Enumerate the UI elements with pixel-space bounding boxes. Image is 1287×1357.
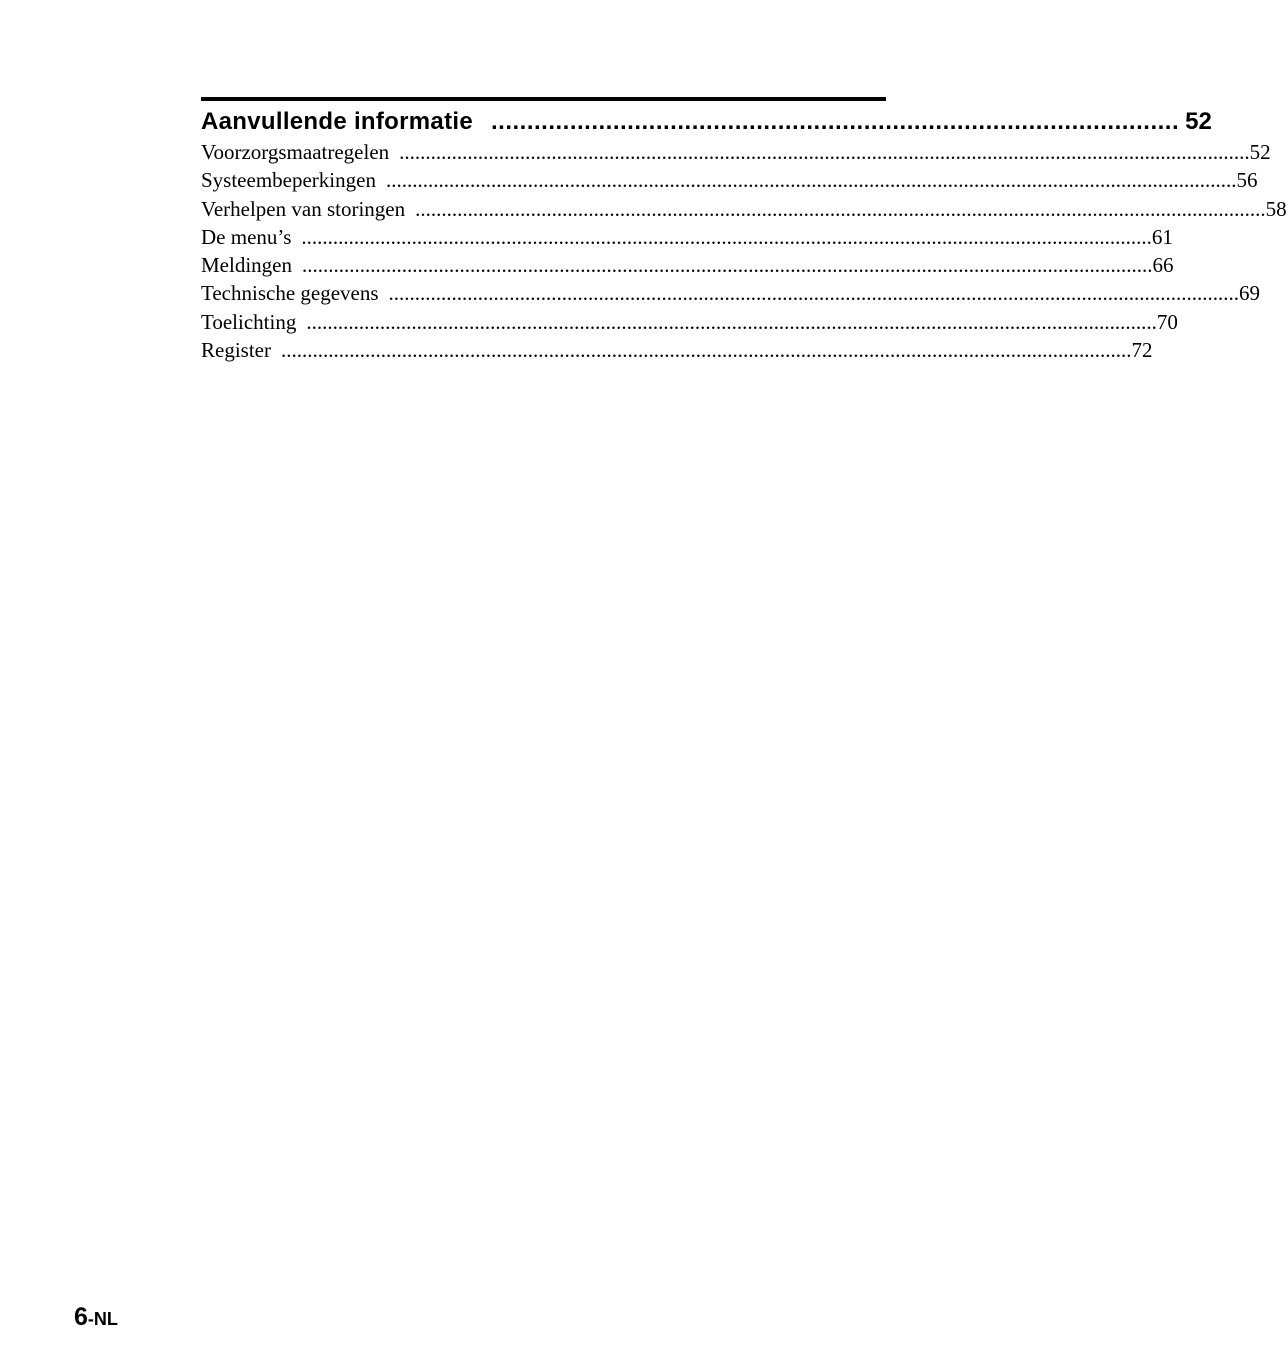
toc-entry-label: Voorzorgsmaatregelen: [201, 140, 390, 164]
toc-entry-label: Verhelpen van storingen: [201, 196, 406, 221]
section-page-number: 52: [1185, 108, 1212, 135]
section-rule: [201, 97, 886, 101]
toc-entry-page: 61: [1151, 224, 1173, 249]
dot-leader: ..................................................................................................................................................................: [415, 196, 1266, 221]
dot-leader: ..................................................................................................................................................................: [280, 338, 1132, 363]
page-footer: [74, 1303, 118, 1332]
toc-entry-page: 72: [1131, 338, 1153, 363]
toc-entry-page: 58: [1265, 196, 1287, 221]
toc-entry-label: De menu’s: [201, 224, 292, 249]
page-number: 6: [74, 1303, 88, 1331]
toc-entry-label: Technische gegevens: [201, 281, 379, 306]
toc-entry[interactable]: [201, 279, 1261, 307]
toc-entry[interactable]: [201, 166, 1258, 194]
dot-leader: ................................................................................................: [490, 108, 1180, 135]
toc-entry-page: 69: [1239, 281, 1261, 306]
toc-entry[interactable]: [201, 195, 1287, 223]
toc-entry-list: [201, 138, 1287, 364]
dot-leader: ..................................................................................................................................................................: [301, 253, 1153, 278]
toc-entry-label: Systeembeperkingen: [201, 168, 376, 193]
table-of-contents: [201, 97, 1287, 364]
toc-entry-page: 52: [1249, 140, 1271, 164]
toc-entry-label: Meldingen: [201, 253, 292, 278]
section-title: Aanvullende informatie: [201, 108, 473, 135]
toc-entry[interactable]: [201, 138, 1271, 166]
toc-entry-page: 70: [1156, 309, 1178, 334]
toc-entry[interactable]: [201, 251, 1174, 279]
toc-entry-page: 56: [1236, 168, 1258, 193]
dot-leader: ..................................................................................................................................................................: [301, 224, 1152, 249]
toc-entry-page: 66: [1152, 253, 1174, 278]
dot-leader: ..................................................................................................................................................................: [306, 309, 1157, 334]
toc-entry-label: Toelichting: [201, 309, 297, 334]
toc-entry[interactable]: [201, 223, 1173, 251]
toc-entry-label: Register: [201, 338, 271, 363]
language-suffix: -NL: [87, 1309, 118, 1329]
dot-leader: ..................................................................................................................................................................: [399, 140, 1250, 164]
section-heading[interactable]: [201, 107, 1212, 137]
dot-leader: ..................................................................................................................................................................: [388, 281, 1240, 306]
dot-leader: ..................................................................................................................................................................: [385, 168, 1237, 193]
toc-entry[interactable]: [201, 336, 1153, 364]
toc-entry[interactable]: [201, 308, 1178, 336]
